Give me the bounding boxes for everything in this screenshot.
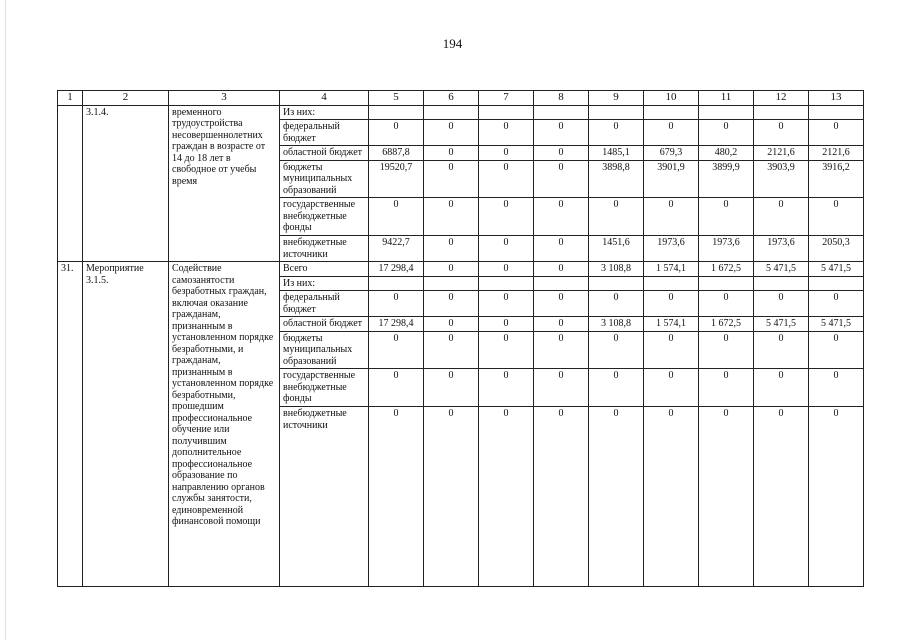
- value-cell: 1973,6: [699, 236, 754, 262]
- value-cell: [699, 276, 754, 291]
- value-cell: 0: [699, 369, 754, 407]
- value-cell: 0: [699, 198, 754, 236]
- value-cell: 5 471,5: [754, 317, 809, 332]
- value-cell: 0: [479, 407, 534, 587]
- value-cell: 0: [534, 291, 589, 317]
- value-cell: 0: [809, 407, 864, 587]
- table-row: [58, 105, 864, 120]
- value-cell: 0: [534, 236, 589, 262]
- value-cell: 0: [479, 331, 534, 369]
- value-cell: [754, 105, 809, 120]
- value-cell: [809, 276, 864, 291]
- value-cell: 0: [479, 236, 534, 262]
- value-cell: 2121,6: [754, 146, 809, 161]
- value-cell: 3 108,8: [589, 317, 644, 332]
- value-cell: [589, 105, 644, 120]
- value-cell: 480,2: [699, 146, 754, 161]
- value-cell: [369, 105, 424, 120]
- column-header: 3: [169, 91, 280, 106]
- value-cell: [369, 276, 424, 291]
- value-cell: 19520,7: [369, 160, 424, 198]
- value-cell: 1973,6: [644, 236, 699, 262]
- column-header: 2: [83, 91, 169, 106]
- value-cell: 0: [534, 146, 589, 161]
- column-header: 13: [809, 91, 864, 106]
- value-cell: 0: [424, 331, 479, 369]
- value-cell: 2121,6: [809, 146, 864, 161]
- value-cell: 0: [369, 369, 424, 407]
- measure-code-cell: Мероприятие 3.1.5.: [83, 262, 169, 587]
- value-cell: 0: [589, 407, 644, 587]
- value-cell: 1 672,5: [699, 262, 754, 277]
- value-cell: 0: [479, 369, 534, 407]
- funding-source-cell: Из них:: [280, 276, 369, 291]
- value-cell: [534, 105, 589, 120]
- funding-source-cell: федеральный бюджет: [280, 120, 369, 146]
- value-cell: 0: [424, 120, 479, 146]
- value-cell: 0: [534, 369, 589, 407]
- value-cell: 9422,7: [369, 236, 424, 262]
- value-cell: 1 574,1: [644, 317, 699, 332]
- column-header: 11: [699, 91, 754, 106]
- value-cell: 5 471,5: [809, 317, 864, 332]
- value-cell: 0: [754, 369, 809, 407]
- column-header: 5: [369, 91, 424, 106]
- value-cell: 0: [424, 369, 479, 407]
- column-header: 6: [424, 91, 479, 106]
- value-cell: 0: [754, 120, 809, 146]
- value-cell: [809, 105, 864, 120]
- value-cell: 0: [589, 331, 644, 369]
- value-cell: 0: [644, 198, 699, 236]
- value-cell: 0: [809, 198, 864, 236]
- row-number-cell: [58, 105, 83, 262]
- value-cell: 0: [589, 120, 644, 146]
- value-cell: 0: [699, 407, 754, 587]
- value-cell: 6887,8: [369, 146, 424, 161]
- value-cell: [644, 105, 699, 120]
- value-cell: 0: [424, 198, 479, 236]
- measure-description-cell: Содействие самозанятости безработных граждан, включая оказание гражданам, признанным в установленном порядке безработными, и гражданам, признанным в установленном порядке безработными, прошедшим профессиональное обучение или получившим дополнительное профессиональное образование по направлению органов службы занятости, единовременной финансовой помощи: [169, 262, 280, 587]
- funding-source-cell: внебюджетные источники: [280, 407, 369, 587]
- value-cell: 0: [534, 317, 589, 332]
- column-header: 7: [479, 91, 534, 106]
- value-cell: 0: [754, 407, 809, 587]
- value-cell: 3901,9: [644, 160, 699, 198]
- value-cell: [589, 276, 644, 291]
- table-header-row: [58, 91, 864, 106]
- value-cell: 0: [479, 198, 534, 236]
- value-cell: 0: [754, 198, 809, 236]
- funding-source-cell: Из них:: [280, 105, 369, 120]
- value-cell: [479, 276, 534, 291]
- column-header: 12: [754, 91, 809, 106]
- measure-code-cell: 3.1.4.: [83, 105, 169, 262]
- value-cell: [644, 276, 699, 291]
- value-cell: 3903,9: [754, 160, 809, 198]
- value-cell: 0: [369, 198, 424, 236]
- value-cell: 0: [809, 291, 864, 317]
- column-header: 4: [280, 91, 369, 106]
- table-row: [58, 262, 864, 277]
- funding-source-cell: бюджеты муниципальных образований: [280, 160, 369, 198]
- value-cell: 0: [369, 407, 424, 587]
- value-cell: 1973,6: [754, 236, 809, 262]
- value-cell: [424, 105, 479, 120]
- value-cell: 0: [479, 120, 534, 146]
- value-cell: [699, 105, 754, 120]
- value-cell: 0: [809, 120, 864, 146]
- value-cell: 0: [369, 120, 424, 146]
- value-cell: 0: [479, 317, 534, 332]
- column-header: 9: [589, 91, 644, 106]
- value-cell: 0: [424, 291, 479, 317]
- value-cell: 0: [644, 369, 699, 407]
- page-number: 194: [442, 36, 463, 51]
- value-cell: 0: [644, 120, 699, 146]
- value-cell: 0: [479, 262, 534, 277]
- value-cell: 0: [644, 331, 699, 369]
- value-cell: 679,3: [644, 146, 699, 161]
- value-cell: 0: [644, 291, 699, 317]
- row-number-cell: 31.: [58, 262, 83, 587]
- funding-source-cell: областной бюджет: [280, 146, 369, 161]
- value-cell: 1 574,1: [644, 262, 699, 277]
- value-cell: 0: [699, 120, 754, 146]
- value-cell: 0: [534, 160, 589, 198]
- value-cell: 17 298,4: [369, 317, 424, 332]
- value-cell: [479, 105, 534, 120]
- funding-table: [57, 90, 864, 587]
- value-cell: 0: [644, 407, 699, 587]
- value-cell: 1485,1: [589, 146, 644, 161]
- value-cell: 0: [754, 291, 809, 317]
- value-cell: 0: [424, 262, 479, 277]
- value-cell: [754, 276, 809, 291]
- value-cell: 0: [369, 291, 424, 317]
- value-cell: 0: [479, 291, 534, 317]
- value-cell: 0: [534, 120, 589, 146]
- value-cell: 0: [534, 198, 589, 236]
- value-cell: 3916,2: [809, 160, 864, 198]
- value-cell: 0: [589, 198, 644, 236]
- scan-margin-line: [5, 0, 6, 640]
- value-cell: 3898,8: [589, 160, 644, 198]
- value-cell: 0: [809, 369, 864, 407]
- value-cell: 0: [754, 331, 809, 369]
- value-cell: [424, 276, 479, 291]
- value-cell: 0: [369, 331, 424, 369]
- value-cell: 0: [699, 291, 754, 317]
- value-cell: 0: [809, 331, 864, 369]
- column-header: 1: [58, 91, 83, 106]
- value-cell: 0: [589, 291, 644, 317]
- value-cell: 1 672,5: [699, 317, 754, 332]
- funding-source-cell: Всего: [280, 262, 369, 277]
- value-cell: 2050,3: [809, 236, 864, 262]
- value-cell: 0: [424, 317, 479, 332]
- value-cell: 0: [534, 407, 589, 587]
- value-cell: 3 108,8: [589, 262, 644, 277]
- value-cell: 0: [424, 407, 479, 587]
- funding-source-cell: бюджеты муниципальных образований: [280, 331, 369, 369]
- value-cell: 17 298,4: [369, 262, 424, 277]
- funding-source-cell: внебюджетные источники: [280, 236, 369, 262]
- column-header: 10: [644, 91, 699, 106]
- value-cell: 0: [479, 146, 534, 161]
- value-cell: 0: [534, 262, 589, 277]
- value-cell: 1451,6: [589, 236, 644, 262]
- measure-description-cell: временного трудоустройства несовершеннолетних граждан в возрасте от 14 до 18 лет в свободное от учебы время: [169, 105, 280, 262]
- value-cell: 3899,9: [699, 160, 754, 198]
- column-header: 8: [534, 91, 589, 106]
- value-cell: 0: [534, 331, 589, 369]
- value-cell: [534, 276, 589, 291]
- funding-source-cell: государственные внебюджетные фонды: [280, 198, 369, 236]
- value-cell: 5 471,5: [809, 262, 864, 277]
- value-cell: 0: [479, 160, 534, 198]
- funding-source-cell: государственные внебюджетные фонды: [280, 369, 369, 407]
- value-cell: 0: [424, 146, 479, 161]
- funding-source-cell: областной бюджет: [280, 317, 369, 332]
- value-cell: 0: [589, 369, 644, 407]
- funding-source-cell: федеральный бюджет: [280, 291, 369, 317]
- value-cell: 0: [424, 160, 479, 198]
- value-cell: 0: [424, 236, 479, 262]
- value-cell: 0: [699, 331, 754, 369]
- value-cell: 5 471,5: [754, 262, 809, 277]
